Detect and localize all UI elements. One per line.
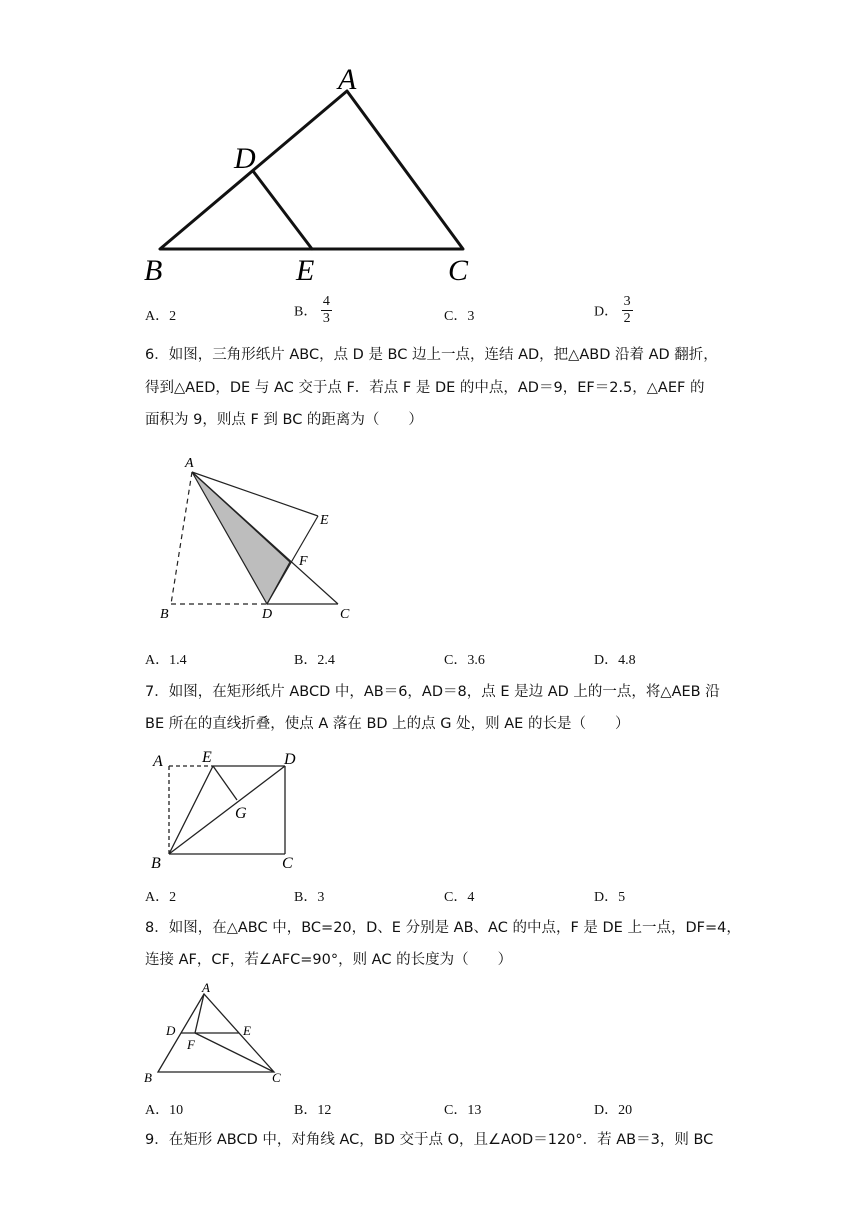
q8-option-a: A．10 xyxy=(145,1103,184,1118)
figure-q8-triangle xyxy=(140,980,290,1090)
q5-option-d-fraction xyxy=(622,294,633,327)
q6-option-d: D．4.8 xyxy=(594,653,636,668)
q7-option-c: C．4 xyxy=(444,890,475,905)
q6-option-a: A．1.4 xyxy=(145,653,187,668)
label-f: F xyxy=(299,554,308,569)
label-a: A xyxy=(185,456,194,471)
q6-text-line2: 得到△AED，DE 与 AC 交于点 F．若点 F 是 DE 的中点，AD＝9，EF＝2.5，△AEF 的 xyxy=(145,380,705,396)
label-e: E xyxy=(296,254,315,287)
q6-text-line3: 面积为 9，则点 F 到 BC 的距离为（ ） xyxy=(145,412,423,428)
label-d: D xyxy=(166,1023,176,1038)
q6-text-line1: 6．如图，三角形纸片 ABC，点 D 是 BC 边上一点，连结 AD，把△ABD 沿着 AD 翻折， xyxy=(145,347,718,363)
segment-fc xyxy=(195,1033,274,1072)
q8-option-c: C．13 xyxy=(444,1103,482,1118)
segment-bd xyxy=(169,766,285,854)
label-a: A xyxy=(202,980,210,995)
q5-option-b-prefix: B． xyxy=(294,304,318,320)
segment-eg xyxy=(213,766,237,800)
q8-option-d: D．20 xyxy=(594,1103,633,1118)
shaded-triangle-adf xyxy=(192,472,290,604)
label-c: C xyxy=(272,1070,281,1085)
label-g: G xyxy=(235,805,247,822)
label-e: E xyxy=(243,1023,251,1038)
q5-option-b-fraction xyxy=(321,294,332,327)
figure-q6-fold xyxy=(150,450,370,630)
q7-text-line1: 7．如图，在矩形纸片 ABCD 中，AB＝6，AD＝8，点 E 是边 AD 上的一点，将△AEB 沿 xyxy=(145,684,720,700)
label-c: C xyxy=(340,607,350,622)
q5-option-b xyxy=(294,294,332,327)
label-f: F xyxy=(187,1037,195,1052)
q6-option-b: B．2.4 xyxy=(294,653,335,668)
fraction-denominator: 2 xyxy=(623,311,631,326)
label-b: B xyxy=(144,254,163,287)
label-b: B xyxy=(160,607,169,622)
label-b: B xyxy=(144,1070,152,1085)
q8-text-line2: 连接 AF，CF，若∠AFC=90°，则 AC 的长度为（ ） xyxy=(145,952,513,968)
label-b: B xyxy=(151,855,161,872)
figure-q5-triangle xyxy=(140,60,480,290)
q5-option-a: A．2 xyxy=(145,309,177,324)
q8-option-b: B．12 xyxy=(294,1103,332,1118)
fraction-numerator: 4 xyxy=(322,294,330,309)
label-c: C xyxy=(282,855,293,872)
label-d: D xyxy=(234,142,256,175)
figure-q7-rectangle xyxy=(145,740,315,875)
q7-text-line2: BE 所在的直线折叠，使点 A 落在 BD 上的点 G 处，则 AE 的长是（ ） xyxy=(145,716,630,732)
label-a: A xyxy=(338,63,357,96)
q7-option-d: D．5 xyxy=(594,890,626,905)
label-d: D xyxy=(284,751,296,768)
label-a: A xyxy=(153,753,163,770)
dashed-ab xyxy=(171,472,192,604)
q5-option-c: C．3 xyxy=(444,309,475,324)
segment-be xyxy=(169,766,213,854)
label-c: C xyxy=(448,254,469,287)
triangle-abc xyxy=(160,91,463,249)
fraction-numerator: 3 xyxy=(623,294,631,309)
q7-option-b: B．3 xyxy=(294,890,325,905)
q6-option-c: C．3.6 xyxy=(444,653,485,668)
q9-text-line1: 9．在矩形 ABCD 中，对角线 AC，BD 交于点 O，且∠AOD＝120°．若 AB＝3，则 BC xyxy=(145,1132,714,1148)
q7-option-a: A．2 xyxy=(145,890,177,905)
q8-text-line1: 8．如图，在△ABC 中，BC=20，D、E 分别是 AB、AC 的中点，F 是 DE 上一点，DF=4， xyxy=(145,920,741,936)
fraction-denominator: 3 xyxy=(322,311,330,326)
segment-af xyxy=(195,994,204,1033)
label-e: E xyxy=(320,513,329,528)
q5-option-d-prefix: D． xyxy=(594,304,619,320)
label-d: D xyxy=(262,607,273,622)
label-e: E xyxy=(202,749,212,766)
q5-option-d xyxy=(594,294,633,327)
segment-de xyxy=(253,171,312,249)
